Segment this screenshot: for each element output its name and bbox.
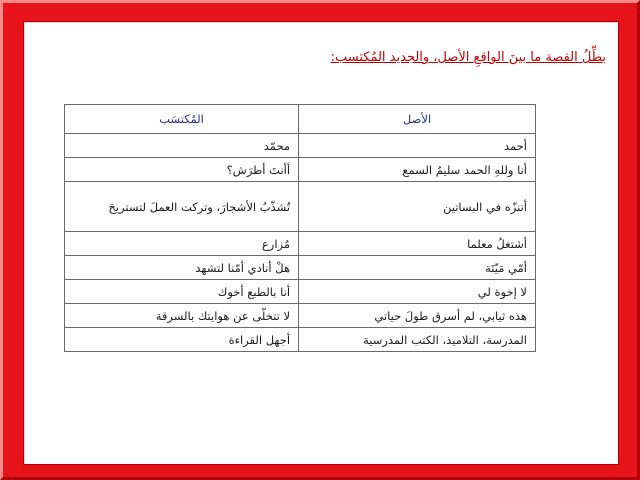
table-row — [65, 328, 536, 352]
table-row — [65, 280, 536, 304]
table-row — [65, 256, 536, 280]
comparison-table — [64, 104, 536, 352]
table-row — [65, 304, 536, 328]
cell-original: المدرسة، التلاميذ، الكتب المدرسية — [299, 328, 536, 352]
cell-acquired: هلْ أنادي أمّنا لتشهد — [65, 256, 299, 280]
table-row — [65, 182, 536, 232]
header-acquired: المُكتسَب — [65, 105, 299, 134]
cell-original: لا إخوة لي — [299, 280, 536, 304]
cell-original: أشتغلُ معلما — [299, 232, 536, 256]
cell-acquired: مُزارع — [65, 232, 299, 256]
table-header-row — [65, 105, 536, 134]
cell-original: أحمد — [299, 134, 536, 158]
cell-acquired: لا تتخلّى عن هوايتك بالسرقة — [65, 304, 299, 328]
cell-original: هذه ثيابي، لم أسرق طولَ حياتي — [299, 304, 536, 328]
cell-original: أتنزّه في البساتين — [299, 182, 536, 232]
cell-acquired: محمّد — [65, 134, 299, 158]
cell-acquired: أجهل القراءة — [65, 328, 299, 352]
cell-acquired: تُشذّبُ الأشجارَ، وتركت العملَ لتستريحَ — [65, 182, 299, 232]
cell-acquired: أنا بالطبع أخوك — [65, 280, 299, 304]
table-row — [65, 134, 536, 158]
cell-original: أمّي مَيّتَة — [299, 256, 536, 280]
cell-acquired: أأنتَ أطرَش؟ — [65, 158, 299, 182]
cell-original: أنا وللهِ الحمد سليمُ السمع — [299, 158, 536, 182]
table-row — [65, 158, 536, 182]
table-row — [65, 232, 536, 256]
header-original: الأصل — [299, 105, 536, 134]
page-title: بطِّلُ القصة ما بينَ الواقعِ الأصل، والجديد المُكتسب: — [330, 50, 606, 65]
